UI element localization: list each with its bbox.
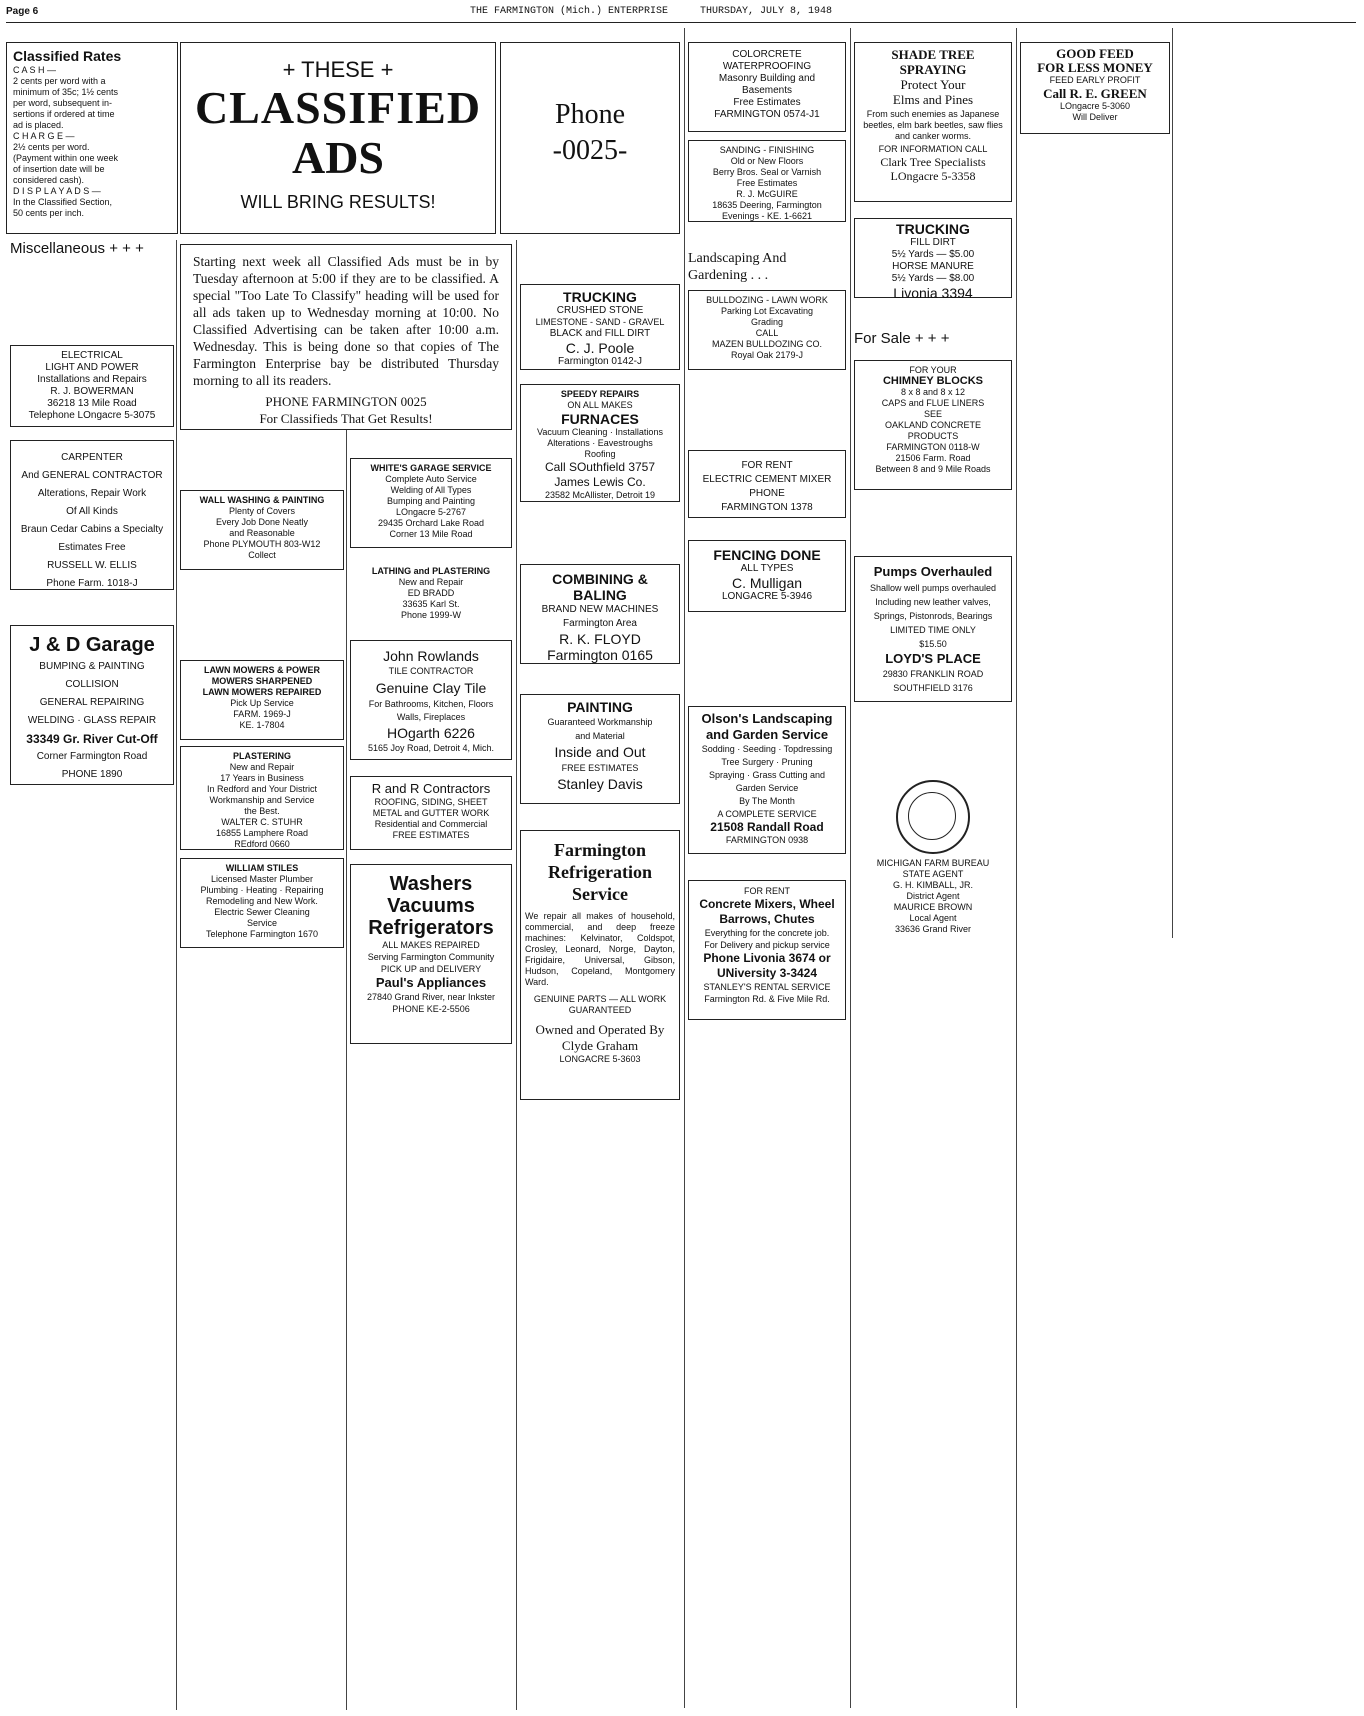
rates-line: per word, subsequent in-: [13, 98, 113, 108]
ad-line: Service: [246, 918, 277, 928]
ad-line: ALL TYPES: [740, 563, 794, 574]
ad-line: C. J. Poole: [565, 340, 635, 356]
ad-line: Bumping and Painting: [386, 496, 476, 506]
ad-line: District Agent: [906, 891, 960, 901]
rates-line: ad is placed.: [13, 120, 64, 130]
ad-line: Masonry Building and: [718, 73, 816, 84]
ad-line: LAWN MOWERS & POWER: [204, 665, 320, 675]
ad-line: Telephone LOngacre 5-3075: [28, 410, 156, 421]
ad-line: New and Repair: [229, 762, 295, 772]
ad-line: CAPS and FLUE LINERS: [881, 398, 985, 408]
ad-line: LOngacre 5-3358: [890, 169, 976, 183]
ad-line: Phone Livonia 3674 or: [703, 951, 831, 965]
ad-line: Basements: [741, 85, 793, 96]
ad-line: BULLDOZING - LAWN WORK: [706, 295, 828, 305]
ad-line: LAWN MOWERS REPAIRED: [202, 687, 322, 697]
ad-line: By The Month: [739, 796, 795, 806]
ad-line: 23582 McAllister, Detroit 19: [544, 490, 656, 500]
ad-line: Paul's Appliances: [375, 975, 487, 990]
landscaping-header: Landscaping And Gardening . . .: [688, 251, 787, 283]
ad-carpenter: [10, 440, 174, 590]
ad-line: Corner 13 Mile Road: [389, 529, 473, 539]
ad-line: Workmanship and Service: [209, 795, 315, 805]
ad-line: BRAND NEW MACHINES: [541, 604, 659, 615]
ad-line: 17 Years in Business: [220, 773, 304, 783]
ad-line: FREE ESTIMATES: [561, 763, 639, 773]
ad-line: FARMINGTON 0574-J1: [714, 109, 820, 120]
ad-line: SPRAYING: [899, 62, 967, 77]
banner-ads: ADS: [291, 132, 385, 183]
ad-line: Serving Farmington Community: [367, 952, 495, 962]
ad-line: C. Mulligan: [731, 575, 803, 591]
ad-good-feed: [1020, 42, 1170, 134]
ad-line: G. H. KIMBALL, JR.: [892, 880, 974, 890]
ad-line: Residential and Commercial: [374, 819, 488, 829]
deadline-notice: [180, 244, 512, 430]
ad-line: Inside and Out: [554, 744, 646, 760]
ad-line: and Garden Service: [705, 727, 829, 742]
ad-line: WALL WASHING & PAINTING: [199, 495, 325, 505]
ad-line: James Lewis Co.: [554, 475, 646, 489]
ad-line: Walls, Fireplaces: [396, 712, 466, 722]
ad-line: WALTER C. STUHR: [221, 817, 303, 827]
ad-line: Old or New Floors: [730, 156, 804, 166]
ad-line: Owned and Operated By Clyde Graham: [535, 1022, 665, 1053]
ad-line: Licensed Master Plumber: [210, 874, 314, 884]
ad-whites-garage: [350, 458, 512, 548]
ad-line: 5165 Joy Road, Detroit 4, Mich.: [367, 743, 495, 753]
ad-line: LATHING and PLASTERING: [371, 566, 491, 576]
paper-name: THE FARMINGTON (Mich.) ENTERPRISE: [470, 6, 669, 17]
ad-line: LOngacre 5-2767: [395, 507, 467, 517]
ad-line: Grading: [750, 317, 784, 327]
ad-line: Vacuums: [387, 895, 475, 917]
ad-line: FOR RENT: [741, 460, 793, 471]
banner-these: + THESE +: [282, 57, 394, 82]
phone-number: -0025-: [552, 135, 628, 166]
ad-stuhr-plastering: [180, 746, 344, 850]
ad-line: the Best.: [244, 806, 280, 816]
ad-line: New and Repair: [398, 577, 464, 587]
ad-line: STATE AGENT: [902, 869, 964, 879]
ad-body: From such enemies as Japanese beetles, elm bark beetles, saw flies and canker worms.: [863, 109, 1003, 141]
ad-line: 5½ Yards — $8.00: [891, 273, 975, 284]
ad-line: BALING: [573, 587, 627, 603]
ad-line: Plenty of Covers: [228, 506, 296, 516]
ad-line: 33635 Karl St.: [402, 599, 460, 609]
ad-line: And GENERAL CONTRACTOR: [21, 470, 163, 481]
ad-line: Roofing: [584, 449, 616, 459]
ad-line: FARMINGTON 0118-W: [886, 442, 980, 452]
ad-line: 36218 13 Mile Road: [47, 398, 137, 409]
ad-line: Plumbing · Heating · Repairing: [200, 885, 324, 895]
ad-line: LIGHT AND POWER: [45, 362, 139, 373]
ad-line: Alterations · Eavestroughs: [547, 438, 653, 448]
ad-line: 8 x 8 and 8 x 12: [900, 387, 966, 397]
ad-line: 33349 Gr. River Cut-Off: [26, 732, 158, 746]
ad-line: FOR YOUR: [909, 365, 957, 375]
ad-line: METAL and GUTTER WORK: [372, 808, 490, 818]
ad-line: Pumps Overhauled: [873, 564, 993, 579]
ad-line: R and R Contractors: [371, 781, 491, 796]
ad-jd-garage: [10, 625, 174, 785]
ad-line: 27840 Grand River, near Inkster: [366, 992, 496, 1002]
ad-line: LIMITED TIME ONLY: [890, 625, 976, 635]
ad-line: Service: [572, 884, 628, 904]
ad-line: LOYD'S PLACE: [885, 651, 981, 666]
ad-line: FARM. 1969-J: [233, 709, 291, 719]
ad-line: Estimates Free: [58, 542, 126, 553]
ad-line: Farmington: [554, 840, 646, 860]
ad-line: Tree Surgery · Pruning: [721, 757, 813, 767]
ad-stiles-plumber: [180, 858, 344, 948]
miscellaneous-header: Miscellaneous + + +: [10, 240, 144, 257]
ad-trucking-fill: [854, 218, 1012, 301]
ad-line: FARMINGTON 0938: [725, 835, 809, 845]
ad-line: Corner Farmington Road: [36, 751, 148, 762]
ad-line: REdford 0660: [234, 839, 290, 849]
ad-line: Barrows, Chutes: [719, 912, 815, 926]
ad-line: Springs, Pistonrods, Bearings: [873, 611, 993, 621]
ad-line: PICK UP and DELIVERY: [380, 964, 482, 974]
ad-line: Spraying · Grass Cutting and: [708, 770, 826, 780]
ad-line: Farmington Rd. & Five Mile Rd.: [704, 994, 830, 1004]
ad-electrical: [10, 345, 174, 427]
ad-line: 21508 Randall Road: [710, 820, 824, 834]
ad-line: ON ALL MAKES: [567, 400, 633, 410]
ad-line: For Delivery and pickup service: [704, 940, 830, 950]
ad-line: LONGACRE 5-3946: [721, 591, 813, 602]
ad-line: Welding of All Types: [390, 485, 472, 495]
notice-body: Starting next week all Classified Ads must be in by Tuesday afternoon at 5:00 if they are to be classified. A special "Too Late To Classify" heading will be used for all ads taken up to Wednesday morning at 10:00. No Classified Advertising can be taken after 10:00 a.m. Wednesday. This is being done so that copies of The Farmington Enterprise bay be distributed Thursday morning to all its readers.: [193, 254, 499, 388]
ad-line: R. J. McGUIRE: [736, 189, 798, 199]
ad-painting-davis: [520, 694, 680, 804]
ad-line: Protect Your: [900, 77, 966, 92]
ad-line: WILLIAM STILES: [225, 863, 299, 873]
ad-line: Farmington 0165: [547, 647, 653, 663]
phone-label: Phone: [555, 99, 625, 130]
for-sale-header: For Sale + + +: [854, 330, 950, 347]
ad-line: SPEEDY REPAIRS: [560, 389, 640, 399]
ad-line: KE. 1-7804: [239, 720, 285, 730]
ad-line: COLORCRETE: [732, 49, 802, 60]
ad-line: Between 8 and 9 Mile Roads: [875, 464, 991, 474]
ad-line: LONGACRE 5-3603: [559, 1054, 641, 1064]
ad-line: Will Deliver: [1072, 112, 1118, 122]
ad-line: UNiversity 3-3424: [716, 966, 818, 980]
page-number: Page 6: [6, 6, 39, 17]
ad-farmington-refrigeration: [520, 830, 680, 1100]
ad-line: TRUCKING: [563, 289, 637, 305]
ad-line: TRUCKING: [896, 221, 970, 237]
ad-line: ELECTRIC CEMENT MIXER: [702, 474, 832, 485]
ad-line: and Reasonable: [229, 528, 295, 538]
ad-wall-washing: [180, 490, 344, 570]
ad-line: Remodeling and New Work.: [206, 896, 318, 906]
rates-line: 50 cents per inch.: [13, 208, 85, 218]
ad-line: MAZEN BULLDOZING CO.: [711, 339, 822, 349]
ad-line: Garden Service: [735, 783, 799, 793]
ad-line: Berry Bros. Seal or Varnish: [712, 167, 822, 177]
ad-line: LIMESTONE - SAND - GRAVEL: [535, 317, 665, 327]
ad-line: TILE CONTRACTOR: [388, 666, 474, 676]
rates-line: C H A R G E —: [13, 131, 75, 141]
ad-line: Phone PLYMOUTH 803-W12: [203, 539, 321, 549]
ad-line: Farmington 0142-J: [558, 356, 642, 367]
ad-line: MOWERS SHARPENED: [211, 676, 313, 686]
ad-lawn-mowers: [180, 660, 344, 740]
ad-line: ELECTRICAL: [61, 350, 123, 361]
ad-line: MAURICE BROWN: [893, 902, 973, 912]
ad-line: BUMPING & PAINTING: [39, 661, 145, 672]
ad-sanding: [688, 140, 846, 222]
ad-furnaces: [520, 384, 680, 502]
rates-line: considered cash).: [13, 175, 85, 185]
ad-line: Electric Sewer Cleaning: [214, 907, 310, 917]
ad-line: Free Estimates: [736, 178, 798, 188]
ad-combining: [520, 564, 680, 664]
ad-cement-mixer: [688, 450, 846, 518]
ad-line: PLASTERING: [232, 751, 291, 761]
ad-line: FARMINGTON 1378: [721, 502, 813, 513]
ad-line: Pick Up Service: [230, 698, 294, 708]
ad-chimney-blocks: [854, 360, 1012, 490]
rates-line: C A S H —: [13, 65, 57, 75]
ad-line: MICHIGAN FARM BUREAU: [876, 858, 990, 868]
ad-line: Including new leather valves,: [875, 597, 991, 607]
ad-line: Washers: [389, 873, 473, 895]
ad-line: WELDING · GLASS REPAIR: [27, 715, 157, 726]
ad-line: SEE: [923, 409, 942, 419]
ad-line: PHONE KE-2-5506: [392, 1004, 470, 1014]
ad-line: John Rowlands: [383, 648, 479, 664]
ad-line: Phone 1999-W: [400, 610, 462, 620]
rates-line: D I S P L A Y A D S —: [13, 186, 101, 196]
ad-concrete-mixers: [688, 880, 846, 1020]
ad-line: STANLEY'S RENTAL SERVICE: [703, 982, 831, 992]
ad-line: FURNACES: [561, 411, 639, 427]
ad-line: ROOFING, SIDING, SHEET: [374, 797, 488, 807]
ad-line: Refrigerators: [368, 917, 494, 939]
ad-line: HOgarth 6226: [387, 725, 475, 741]
ad-line: LOngacre 5-3060: [1059, 101, 1131, 111]
ad-line: R. K. FLOYD: [559, 631, 641, 647]
ad-line: BLACK and FILL DIRT: [549, 328, 651, 339]
ad-line: FOR LESS MONEY: [1037, 60, 1153, 75]
ad-line: CALL: [755, 328, 779, 338]
ad-line: HORSE MANURE: [892, 261, 974, 272]
ad-line: Phone Farm. 1018-J: [46, 578, 138, 589]
ad-line: Refrigeration: [548, 862, 652, 882]
ad-trucking-stone: [520, 284, 680, 370]
ad-colorcrete: [688, 42, 846, 132]
ad-line: Of All Kinds: [66, 506, 118, 517]
banner-results: WILL BRING RESULTS!: [240, 192, 436, 212]
ad-pumps-overhauled: [854, 556, 1012, 702]
ad-line: Free Estimates: [733, 97, 801, 108]
ad-lathing: [350, 566, 512, 636]
ad-line: Complete Auto Service: [385, 474, 477, 484]
ad-line: Parking Lot Excavating: [720, 306, 814, 316]
ad-line: Installations and Repairs: [37, 374, 147, 385]
ad-shade-tree: [854, 42, 1012, 202]
ad-line: PAINTING: [567, 699, 633, 715]
ad-line: OAKLAND CONCRETE: [884, 420, 982, 430]
rates-line: 2 cents per word with a: [13, 76, 106, 86]
ad-line: Collect: [248, 550, 276, 560]
rates-title: Classified Rates: [13, 48, 122, 64]
ad-line: Alterations, Repair Work: [37, 488, 147, 499]
ad-line: A COMPLETE SERVICE: [717, 809, 817, 819]
ad-line: ALL MAKES REPAIRED: [382, 940, 480, 950]
ad-line: 29830 FRANKLIN ROAD: [882, 669, 984, 679]
rates-line: In the Classified Section,: [13, 197, 113, 207]
ad-line: J & D Garage: [29, 634, 155, 656]
ad-line: COMBINING &: [552, 571, 648, 587]
ad-line: 16855 Lamphere Road: [215, 828, 309, 838]
ad-line: GENERAL REPAIRING: [39, 697, 145, 708]
ad-line: FILL DIRT: [910, 237, 956, 248]
ad-line: 21506 Farm. Road: [895, 453, 971, 463]
ad-line: Stanley Davis: [557, 776, 643, 792]
ad-line: SANDING - FINISHING: [719, 145, 815, 155]
issue-date: THURSDAY, JULY 8, 1948: [700, 6, 833, 17]
ad-line: 33636 Grand River: [894, 924, 972, 934]
ad-line: Call R. E. GREEN: [1043, 86, 1147, 101]
ad-line: $15.50: [919, 639, 947, 649]
ad-line: CARPENTER: [61, 452, 123, 463]
ad-line: FEED EARLY PROFIT: [1049, 75, 1141, 85]
ad-line: Concrete Mixers, Wheel: [699, 897, 835, 911]
rates-line: of insertion date will be: [13, 164, 105, 174]
ad-line: SOUTHFIELD 3176: [893, 683, 973, 693]
ad-line: Evenings - KE. 1-6621: [721, 211, 813, 221]
rates-line: 2½ cents per word.: [13, 142, 90, 152]
ad-line: GENUINE PARTS — ALL WORK GUARANTEED: [533, 994, 667, 1015]
ad-line: Everything for the concrete job.: [704, 928, 830, 938]
classified-rates-box: [6, 42, 178, 234]
ad-r-and-r-contractors: [350, 776, 512, 850]
ad-body: We repair all makes of household, commercial, and deep freeze machines: Kelvinator, Coldspot, Crosley, Leonard, Norge, Dayton, Frigidaire, Universal, Gibson, Hudson, Copeland, Montgomery Ward.: [525, 911, 675, 987]
ad-line: Call SOuthfield 3757: [544, 460, 656, 474]
ad-line: Genuine Clay Tile: [375, 680, 487, 696]
ad-line: GOOD FEED: [1056, 46, 1134, 61]
ad-line: R. J. BOWERMAN: [50, 386, 134, 397]
rates-line: (Payment within one week: [13, 153, 119, 163]
ad-line: Guaranteed Workmanship: [547, 717, 653, 727]
ad-line: PHONE: [749, 488, 785, 499]
farm-bureau-seal: [896, 780, 970, 854]
ad-line: Royal Oak 2179-J: [730, 350, 804, 360]
ad-line: In Redford and Your District: [206, 784, 318, 794]
ad-line: Telephone Farmington 1670: [205, 929, 319, 939]
ad-line: WHITE'S GARAGE SERVICE: [370, 463, 492, 473]
ad-line: 5½ Yards — $5.00: [891, 249, 975, 260]
ad-line: FENCING DONE: [713, 547, 821, 563]
ad-rowlands-tile: [350, 640, 512, 760]
ad-line: 18635 Deering, Farmington: [712, 200, 822, 210]
rates-line: sertions if ordered at time: [13, 109, 115, 119]
ad-washers-vacuums: [350, 864, 512, 1044]
ad-line: Every Job Done Neatly: [215, 517, 309, 527]
ad-line: Vacuum Cleaning · Installations: [537, 427, 663, 437]
notice-tagline: For Classifieds That Get Results!: [259, 411, 433, 426]
classified-banner: [180, 42, 496, 234]
ad-line: Olson's Landscaping: [701, 711, 833, 726]
ad-line: Livonia 3394: [893, 285, 973, 301]
ad-line: 29435 Orchard Lake Road: [377, 518, 485, 528]
ad-line: Local Agent: [909, 913, 957, 923]
ad-line: PRODUCTS: [907, 431, 959, 441]
ad-line: and Material: [575, 731, 625, 741]
ad-farm-bureau: [854, 780, 1012, 934]
ad-line: PHONE 1890: [61, 769, 123, 780]
rates-line: minimum of 35c; 1½ cents: [13, 87, 119, 97]
masthead-rule: [6, 22, 1356, 23]
ad-line: FOR RENT: [744, 886, 790, 896]
ad-line: Farmington Area: [563, 618, 637, 629]
ad-line: WATERPROOFING: [722, 61, 812, 72]
ad-line: RUSSELL W. ELLIS: [47, 560, 137, 571]
ad-line: For Bathrooms, Kitchen, Floors: [368, 699, 494, 709]
phone-box: [500, 42, 680, 234]
ad-line: Shallow well pumps overhauled: [869, 583, 997, 593]
ad-line: ED BRADD: [407, 588, 455, 598]
notice-phone: PHONE FARMINGTON 0025: [265, 394, 427, 409]
ad-line: Elms and Pines: [892, 92, 974, 107]
ad-olsons-landscaping: [688, 706, 846, 854]
ad-line: CHIMNEY BLOCKS: [882, 375, 984, 387]
ad-line: COLLISION: [65, 679, 119, 690]
ad-fencing: [688, 540, 846, 612]
ad-line: CRUSHED STONE: [556, 305, 644, 316]
ad-line: Braun Cedar Cabins a Specialty: [20, 524, 164, 535]
ad-line: FOR INFORMATION CALL: [878, 144, 988, 154]
ad-line: Sodding · Seeding · Topdressing: [701, 744, 833, 754]
ad-line: Clark Tree Specialists: [880, 155, 986, 169]
banner-classified: CLASSIFIED: [194, 82, 482, 133]
ad-line: FREE ESTIMATES: [392, 830, 470, 840]
ad-bulldozing: [688, 290, 846, 370]
ad-line: SHADE TREE: [891, 47, 975, 62]
